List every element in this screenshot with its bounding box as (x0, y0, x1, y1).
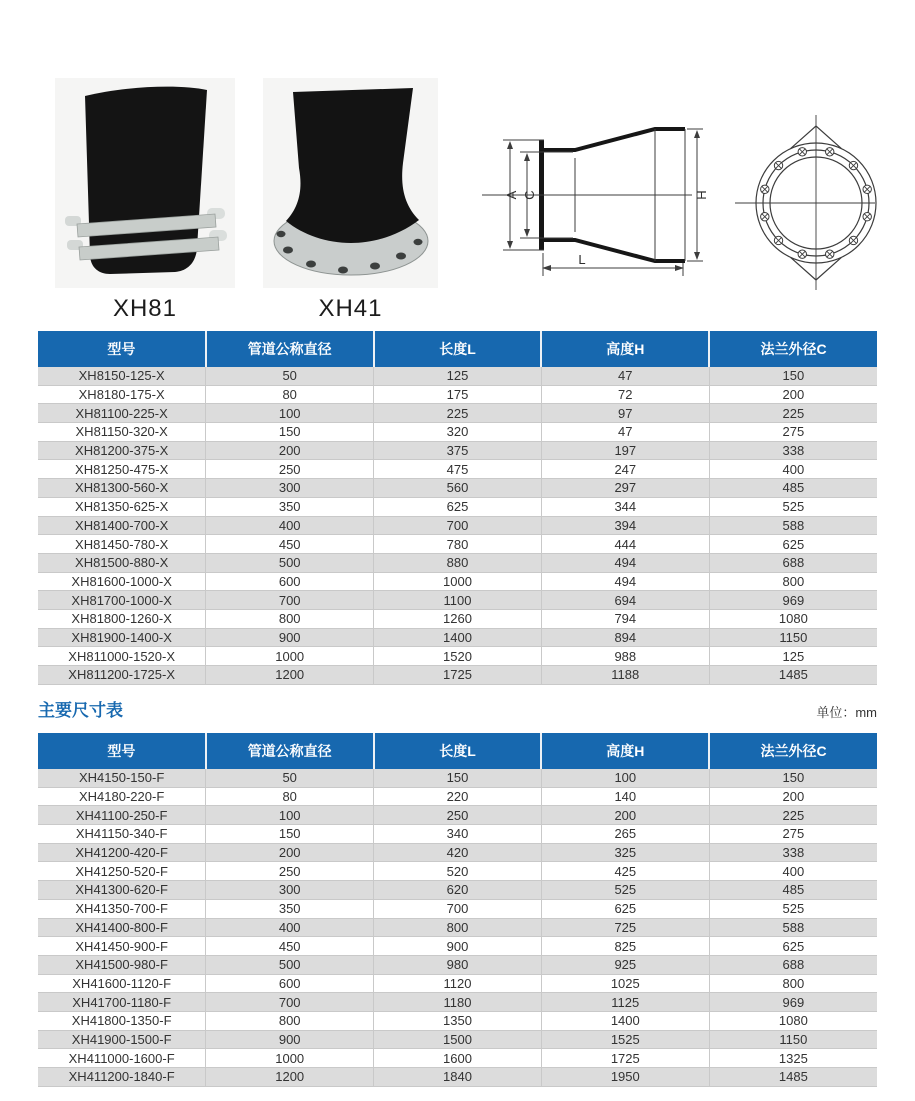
table-row (38, 881, 877, 900)
table-cell: 1180 (374, 993, 542, 1012)
table-cell: XH81600-1000-X (38, 572, 206, 591)
table-cell: 225 (709, 806, 877, 825)
table-cell: 1400 (541, 1011, 709, 1030)
table-row (38, 806, 877, 825)
table-cell: XH8150-125-X (38, 367, 206, 385)
table-row (38, 628, 877, 647)
table-cell: 969 (709, 993, 877, 1012)
table-cell: 425 (541, 862, 709, 881)
table-cell: 1188 (541, 666, 709, 685)
table-row (38, 787, 877, 806)
table-cell: 800 (709, 974, 877, 993)
table-cell: 925 (541, 955, 709, 974)
table-cell: 338 (709, 441, 877, 460)
table-cell: 1200 (206, 1068, 374, 1087)
table-row (38, 1030, 877, 1049)
table-cell: XH81500-880-X (38, 553, 206, 572)
table-cell: 1260 (374, 609, 542, 628)
table-cell: XH4180-220-F (38, 787, 206, 806)
table-cell: 100 (206, 404, 374, 423)
column-header: 长度L (374, 331, 542, 367)
table-row (38, 825, 877, 844)
table-row (38, 609, 877, 628)
table-cell: 300 (206, 881, 374, 900)
table-cell: 197 (541, 441, 709, 460)
table-cell: 700 (206, 591, 374, 610)
table-cell: 400 (206, 516, 374, 535)
unit-label: 单位：mm (816, 705, 877, 720)
table-cell: 1325 (709, 1049, 877, 1068)
table-row (38, 974, 877, 993)
table-cell: XH811000-1520-X (38, 647, 206, 666)
table-cell: XH41200-420-F (38, 843, 206, 862)
table-cell: XH41150-340-F (38, 825, 206, 844)
table-cell: 444 (541, 535, 709, 554)
table-cell: 485 (709, 479, 877, 498)
table-cell: 450 (206, 937, 374, 956)
table-row (38, 497, 877, 516)
flanged-check-valve-photo (263, 78, 438, 288)
table-row (38, 535, 877, 554)
table-cell: 340 (374, 825, 542, 844)
dim-label-a: A (504, 190, 519, 200)
table-cell: 780 (374, 535, 542, 554)
table-cell: 620 (374, 881, 542, 900)
table-cell: 525 (709, 497, 877, 516)
table-cell: 600 (206, 974, 374, 993)
table-cell: 1520 (374, 647, 542, 666)
table-cell: 247 (541, 460, 709, 479)
table-cell: 350 (206, 497, 374, 516)
table-row (38, 591, 877, 610)
header-row (38, 331, 877, 367)
table-cell: 1950 (541, 1068, 709, 1087)
table-row (38, 441, 877, 460)
column-header: 管道公称直径 (206, 331, 374, 367)
table-cell: 1350 (374, 1011, 542, 1030)
table-cell: XH41100-250-F (38, 806, 206, 825)
table-cell: 969 (709, 591, 877, 610)
table-cell: 125 (709, 647, 877, 666)
column-header: 高度H (541, 733, 709, 769)
table-cell: 588 (709, 516, 877, 535)
table-cell: 800 (709, 572, 877, 591)
header-row (38, 733, 877, 769)
table-cell: 225 (374, 404, 542, 423)
table-cell: XH41450-900-F (38, 937, 206, 956)
table-row (38, 367, 877, 385)
table-cell: 825 (541, 937, 709, 956)
table-row (38, 899, 877, 918)
table-cell: 300 (206, 479, 374, 498)
table-cell: 200 (206, 441, 374, 460)
column-header: 管道公称直径 (206, 733, 374, 769)
table-cell: XH41600-1120-F (38, 974, 206, 993)
table-cell: 1150 (709, 628, 877, 647)
product-photo-xh41 (263, 78, 438, 323)
table-cell: 420 (374, 843, 542, 862)
table-row (38, 1068, 877, 1087)
table-cell: 450 (206, 535, 374, 554)
table-row (38, 553, 877, 572)
table-cell: 560 (374, 479, 542, 498)
table-cell: 800 (206, 1011, 374, 1030)
table-row (38, 843, 877, 862)
table-cell: 1485 (709, 666, 877, 685)
flange-front-drawing (718, 93, 913, 303)
table-cell: 1000 (374, 572, 542, 591)
table-cell: 1150 (709, 1030, 877, 1049)
table-row (38, 955, 877, 974)
table-cell: 800 (374, 918, 542, 937)
table-cell: 1485 (709, 1068, 877, 1087)
table-cell: 525 (541, 881, 709, 900)
rubber-check-valve-photo (55, 78, 235, 288)
table-cell: 150 (709, 769, 877, 787)
table-cell: 50 (206, 367, 374, 385)
table-cell: 988 (541, 647, 709, 666)
table-cell: 225 (709, 404, 877, 423)
section-divider (38, 692, 877, 724)
table-row (38, 993, 877, 1012)
table-cell: 485 (709, 881, 877, 900)
table-cell: XH41900-1500-F (38, 1030, 206, 1049)
table-cell: XH81100-225-X (38, 404, 206, 423)
table-cell: XH81300-560-X (38, 479, 206, 498)
table-cell: 72 (541, 385, 709, 404)
table-cell: 494 (541, 572, 709, 591)
product-photo-xh81 (55, 78, 235, 323)
product-label-xh41: XH41 (318, 295, 383, 322)
table-cell: 1000 (206, 1049, 374, 1068)
table-cell: 1600 (374, 1049, 542, 1068)
table-cell: 1725 (374, 666, 542, 685)
table-cell: 1525 (541, 1030, 709, 1049)
table-cell: 275 (709, 825, 877, 844)
table-cell: 250 (374, 806, 542, 825)
table-cell: 275 (709, 423, 877, 442)
table-row (38, 479, 877, 498)
dimension-table-xh81 (38, 331, 877, 685)
table-row (38, 385, 877, 404)
table-row (38, 769, 877, 787)
table-cell: 1500 (374, 1030, 542, 1049)
table-cell: 625 (374, 497, 542, 516)
column-header: 法兰外径C (709, 733, 877, 769)
table-cell: 200 (541, 806, 709, 825)
table-cell: 338 (709, 843, 877, 862)
table-cell: XH81800-1260-X (38, 609, 206, 628)
table-cell: XH41300-620-F (38, 881, 206, 900)
table-cell: 1000 (206, 647, 374, 666)
table-cell: XH41800-1350-F (38, 1011, 206, 1030)
table-row (38, 1011, 877, 1030)
table-cell: 494 (541, 553, 709, 572)
table-cell: 250 (206, 460, 374, 479)
table-cell: 220 (374, 787, 542, 806)
table-cell: 588 (709, 918, 877, 937)
table-cell: 1080 (709, 1011, 877, 1030)
table-cell: 900 (206, 1030, 374, 1049)
table-cell: 97 (541, 404, 709, 423)
table-cell: 500 (206, 955, 374, 974)
table-cell: 150 (709, 367, 877, 385)
table-cell: XH41350-700-F (38, 899, 206, 918)
column-header: 型号 (38, 331, 206, 367)
table-cell: 525 (709, 899, 877, 918)
table-cell: XH81450-780-X (38, 535, 206, 554)
table-cell: XH41500-980-F (38, 955, 206, 974)
table-cell: 1725 (541, 1049, 709, 1068)
table-cell: 80 (206, 385, 374, 404)
dim-label-c: C (522, 190, 537, 200)
table-cell: 1025 (541, 974, 709, 993)
table-row (38, 1049, 877, 1068)
table-cell: 250 (206, 862, 374, 881)
table-cell: 625 (709, 937, 877, 956)
table-cell: XH81150-320-X (38, 423, 206, 442)
table-row (38, 516, 877, 535)
table-cell: 475 (374, 460, 542, 479)
table-cell: 1840 (374, 1068, 542, 1087)
table-cell: 1125 (541, 993, 709, 1012)
column-header: 型号 (38, 733, 206, 769)
table-cell: 694 (541, 591, 709, 610)
table-cell: 400 (709, 460, 877, 479)
table-cell: XH81350-625-X (38, 497, 206, 516)
table-cell: 700 (374, 516, 542, 535)
table-cell: 688 (709, 955, 877, 974)
table-cell: 200 (709, 385, 877, 404)
table-cell: 700 (374, 899, 542, 918)
table-cell: XH81900-1400-X (38, 628, 206, 647)
table-cell: 400 (709, 862, 877, 881)
table-cell: 150 (206, 825, 374, 844)
table-cell: 125 (374, 367, 542, 385)
table-cell: 47 (541, 367, 709, 385)
table-row (38, 460, 877, 479)
table-cell: 1100 (374, 591, 542, 610)
table-cell: 600 (206, 572, 374, 591)
table-cell: 47 (541, 423, 709, 442)
table-cell: 394 (541, 516, 709, 535)
table-cell: 1400 (374, 628, 542, 647)
table-cell: 200 (709, 787, 877, 806)
dimension-table-xh41 (38, 733, 877, 1087)
table-cell: 350 (206, 899, 374, 918)
dim-label-h: H (694, 190, 709, 200)
table-cell: XH411000-1600-F (38, 1049, 206, 1068)
section-title: 主要尺寸表 (38, 701, 123, 720)
table-cell: XH81250-475-X (38, 460, 206, 479)
table-cell: XH81200-375-X (38, 441, 206, 460)
table-row (38, 666, 877, 685)
table-cell: 150 (206, 423, 374, 442)
table-cell: 980 (374, 955, 542, 974)
table-cell: 400 (206, 918, 374, 937)
table-row (38, 423, 877, 442)
table-cell: 150 (374, 769, 542, 787)
column-header: 法兰外径C (709, 331, 877, 367)
column-header: 长度L (374, 733, 542, 769)
table-cell: 900 (206, 628, 374, 647)
table-cell: 344 (541, 497, 709, 516)
table-cell: 625 (541, 899, 709, 918)
table-cell: 894 (541, 628, 709, 647)
table-row (38, 862, 877, 881)
table-cell: 320 (374, 423, 542, 442)
table-cell: 80 (206, 787, 374, 806)
table-row (38, 404, 877, 423)
table-cell: XH411200-1840-F (38, 1068, 206, 1087)
table-cell: 725 (541, 918, 709, 937)
table-cell: 625 (709, 535, 877, 554)
table-cell: 800 (206, 609, 374, 628)
table-row (38, 937, 877, 956)
table-cell: 1120 (374, 974, 542, 993)
table-cell: XH41400-800-F (38, 918, 206, 937)
table-row (38, 918, 877, 937)
table-cell: 325 (541, 843, 709, 862)
table-cell: 880 (374, 553, 542, 572)
table-cell: 700 (206, 993, 374, 1012)
table-cell: XH4150-150-F (38, 769, 206, 787)
table-cell: 175 (374, 385, 542, 404)
table-cell: 100 (541, 769, 709, 787)
table-cell: 688 (709, 553, 877, 572)
table-cell: XH41250-520-F (38, 862, 206, 881)
product-label-xh81: XH81 (112, 295, 178, 322)
table-cell: 140 (541, 787, 709, 806)
table-row (38, 647, 877, 666)
table-cell: XH811200-1725-X (38, 666, 206, 685)
table-cell: XH8180-175-X (38, 385, 206, 404)
table-cell: 265 (541, 825, 709, 844)
table-cell: XH81700-1000-X (38, 591, 206, 610)
table-cell: 1080 (709, 609, 877, 628)
dim-label-l: L (578, 252, 586, 267)
table-cell: XH41700-1180-F (38, 993, 206, 1012)
table-cell: 794 (541, 609, 709, 628)
table-cell: 297 (541, 479, 709, 498)
table-cell: XH81400-700-X (38, 516, 206, 535)
table-cell: 1200 (206, 666, 374, 685)
table-row (38, 572, 877, 591)
table-cell: 520 (374, 862, 542, 881)
table-cell: 900 (374, 937, 542, 956)
side-view-drawing (470, 100, 720, 300)
table-cell: 375 (374, 441, 542, 460)
table-cell: 200 (206, 843, 374, 862)
table-cell: 500 (206, 553, 374, 572)
table-cell: 100 (206, 806, 374, 825)
table-cell: 50 (206, 769, 374, 787)
column-header: 高度H (541, 331, 709, 367)
